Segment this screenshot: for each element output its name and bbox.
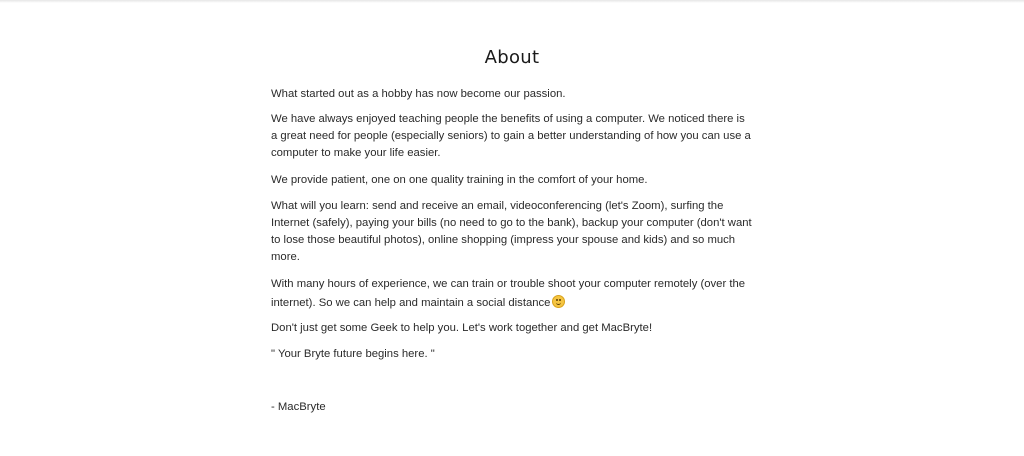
about-section xyxy=(271,44,753,413)
signature: - MacBryte xyxy=(271,401,326,413)
tagline-quote: " Your Bryte future begins here. " xyxy=(271,348,435,360)
remote-paragraph xyxy=(271,276,753,312)
learn-paragraph: What will you learn: send and receive an email, videoconferencing (let's Zoom), surfing the Internet (safely), paying your bills (no need to go to the bank), backup your computer (don't want to lose those beautiful photos), online shopping (impress your spouse and kids) and so much more. xyxy=(271,200,752,263)
intro-paragraph: What started out as a hobby has now become our passion. xyxy=(271,88,566,100)
benefits-paragraph: We have always enjoyed teaching people the benefits of using a computer. We noticed there is a great need for people (especially seniors) to gain a better understanding of how you can use a computer to make your life easier. xyxy=(271,113,751,159)
header-shadow xyxy=(0,0,1024,3)
page-title: About xyxy=(484,47,540,68)
remote-text: With many hours of experience, we can train or trouble shoot your computer remotely (over the internet). So we can help and maintain a social distance xyxy=(271,278,746,309)
smiling-face-icon xyxy=(552,295,565,308)
call-to-action-paragraph: Don't just get some Geek to help you. Let's work together and get MacBryte! xyxy=(271,322,653,334)
training-paragraph: We provide patient, one on one quality training in the comfort of your home. xyxy=(271,174,648,186)
